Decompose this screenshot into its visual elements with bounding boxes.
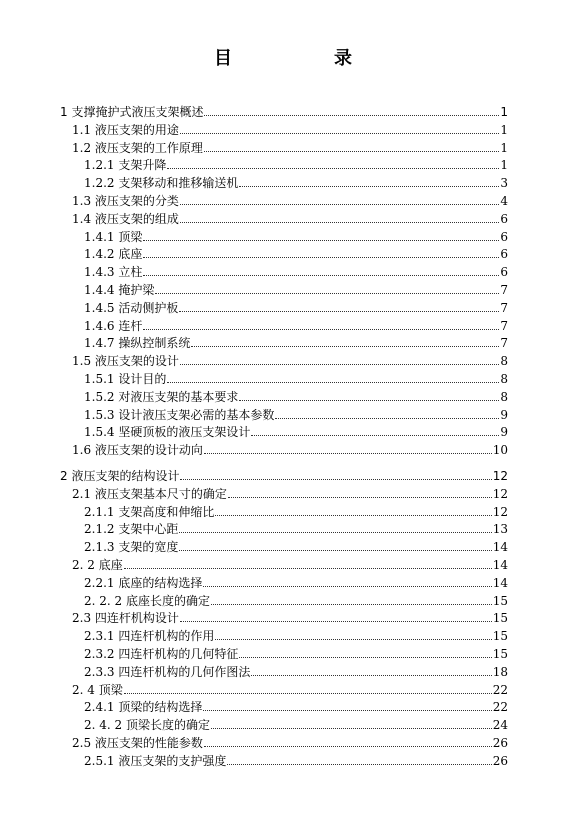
toc-entry (84, 335, 508, 351)
toc-entry (84, 407, 508, 423)
toc-page-number: 18 (492, 664, 508, 679)
toc-page-number: 1 (500, 158, 508, 173)
toc-dot-leader (228, 496, 492, 498)
toc-entry (84, 628, 508, 644)
toc-entry (72, 353, 508, 369)
toc-page-number: 15 (492, 629, 508, 644)
toc-entry (84, 318, 508, 334)
toc-entry-label: 2.3.1 四连杆机构的作用 (84, 629, 215, 644)
toc-entry-label: 1.4.7 操纵控制系统 (84, 336, 191, 351)
toc-page-number: 6 (500, 265, 508, 280)
toc-dot-leader (180, 221, 499, 223)
toc-page-number: 15 (492, 611, 508, 626)
toc-dot-leader (204, 745, 492, 747)
toc-page-number: 6 (500, 247, 508, 262)
toc-entry-label: 1.4.1 顶梁 (84, 229, 143, 244)
toc-dot-leader (124, 692, 492, 694)
toc-dot-leader (204, 150, 499, 152)
toc-entry (84, 504, 508, 520)
toc-dot-leader (251, 434, 499, 436)
toc-page-number: 22 (492, 700, 508, 715)
toc-dot-leader (167, 381, 499, 383)
toc-entry-label: 1.1 液压支架的用途 (72, 122, 179, 137)
toc-page-number: 26 (492, 753, 508, 768)
toc-dot-leader (124, 567, 492, 569)
toc-entry-label: 2.1 液压支架基本尺寸的确定 (72, 486, 227, 501)
toc-entry (84, 539, 508, 555)
toc-entry-label: 2.3 四连杆机构设计 (72, 611, 179, 626)
toc-entry-label: 2.5.1 液压支架的支护强度 (84, 753, 227, 768)
toc-entry (84, 717, 508, 733)
toc-page-number: 14 (492, 575, 508, 590)
toc-entry-label: 2.1.3 支架的宽度 (84, 540, 179, 555)
toc-dot-leader (180, 132, 499, 134)
toc-entry-label: 2.2.1 底座的结构选择 (84, 575, 203, 590)
toc-page-number: 12 (492, 486, 508, 501)
toc-dot-leader (143, 274, 499, 276)
toc-page-number: 6 (500, 229, 508, 244)
toc-page-number: 14 (492, 558, 508, 572)
toc-chapter-entry (60, 468, 508, 484)
toc-dot-leader (211, 603, 492, 605)
toc-page-number: 7 (500, 336, 508, 351)
toc-entry (72, 610, 508, 626)
toc-entry-label: 1.5.2 对液压支架的基本要求 (84, 389, 239, 404)
toc-page-number: 8 (500, 389, 508, 404)
toc-dot-leader (179, 531, 491, 533)
toc-dot-leader (180, 620, 492, 622)
toc-page-number: 7 (500, 283, 508, 297)
toc-page-number: 9 (500, 425, 508, 440)
toc-entry (84, 229, 508, 245)
toc-entry-label: 1.2.1 支架升降 (84, 158, 167, 173)
toc-entry-label: 2.1.1 支架高度和伸缩比 (84, 504, 215, 519)
toc-entry-label: 2 液压支架的结构设计 (60, 469, 180, 483)
toc-page-number: 1 (500, 105, 508, 119)
toc-entry-label: 1.5.4 坚硬顶板的液压支架设计 (84, 425, 251, 440)
toc-page-number: 15 (492, 647, 508, 661)
toc-dot-leader (239, 656, 491, 658)
toc-dot-leader (143, 328, 499, 330)
toc-entry (84, 424, 508, 440)
toc-entry (84, 593, 508, 609)
toc-dot-leader (203, 585, 491, 587)
toc-dot-leader (191, 345, 499, 347)
toc-entry-label: 1.2.2 支架移动和推移输送机 (84, 176, 239, 191)
toc-entry-label: 1.5.3 设计液压支架必需的基本参数 (84, 407, 275, 422)
toc-entry-label: 2.1.2 支架中心距 (84, 522, 179, 537)
toc-entry (72, 682, 508, 698)
toc-dot-leader (239, 399, 499, 401)
toc-dot-leader (167, 167, 499, 169)
toc-dot-leader (143, 256, 499, 258)
toc-entry (72, 193, 508, 209)
toc-page-number: 7 (500, 300, 508, 315)
toc-entry (72, 735, 508, 751)
toc-page-number: 22 (492, 682, 508, 697)
toc-dot-leader (239, 185, 499, 187)
toc-dot-leader (179, 549, 491, 551)
toc-entry-label: 1.4.2 底座 (84, 247, 143, 262)
toc-entry (72, 211, 508, 227)
toc-chapter-entry (60, 104, 508, 120)
toc-entry-label: 2.5 液压支架的性能参数 (72, 736, 203, 750)
toc-entry-label: 2. 2. 2 底座长度的确定 (84, 593, 210, 608)
toc-dot-leader (251, 674, 491, 676)
toc-dot-leader (204, 114, 499, 116)
toc-entry-label: 2.3.3 四连杆机构的几何作图法 (84, 664, 251, 679)
toc-page-number: 12 (492, 469, 508, 483)
toc-page-number: 10 (492, 443, 508, 458)
toc-dot-leader (143, 239, 499, 241)
toc-entry (84, 371, 508, 387)
toc-entry (84, 664, 508, 680)
toc-entry (72, 122, 508, 138)
toc-entry (84, 175, 508, 191)
toc-dot-leader (275, 417, 499, 419)
toc-entry-label: 1.4.3 立柱 (84, 265, 143, 280)
toc-page-number: 1 (500, 140, 508, 155)
toc-dot-leader (203, 709, 491, 711)
toc-entry (84, 646, 508, 662)
toc-entry-label: 1 支撑掩护式液压支架概述 (60, 105, 204, 119)
toc-entry (84, 521, 508, 537)
toc-entry (84, 282, 508, 298)
toc-page-number: 24 (492, 718, 508, 733)
toc-entry-label: 1.2 液压支架的工作原理 (72, 140, 203, 155)
toc-entry-label: 1.6 液压支架的设计动向 (72, 443, 203, 458)
toc-entry-label: 2.3.2 四连杆机构的几何特征 (84, 647, 239, 661)
toc-entry-label: 1.3 液压支架的分类 (72, 194, 179, 208)
toc-page-number: 1 (500, 122, 508, 137)
toc-entry-label: 1.4.6 连杆 (84, 318, 143, 333)
toc-entry-label: 1.5 液压支架的设计 (72, 354, 179, 369)
toc-dot-leader (204, 452, 492, 454)
toc-dot-leader (180, 363, 499, 365)
toc-entry (84, 300, 508, 316)
toc-entry (84, 753, 508, 769)
toc-page-number: 15 (492, 593, 508, 608)
toc-page-number: 4 (500, 194, 508, 208)
toc-page-number: 13 (492, 522, 508, 537)
toc-page-number: 7 (500, 318, 508, 333)
toc-entry (84, 157, 508, 173)
toc-dot-leader (180, 203, 499, 205)
toc-entry (84, 575, 508, 591)
toc-dot-leader (211, 727, 492, 729)
toc-entry (84, 699, 508, 715)
toc-dot-leader (179, 310, 499, 312)
toc-entry-label: 2. 4. 2 顶梁长度的确定 (84, 718, 210, 733)
toc-entry-label: 1.4.5 活动侧护板 (84, 300, 179, 315)
toc-entry-label: 2. 4 顶梁 (72, 682, 123, 697)
toc-dot-leader (215, 638, 491, 640)
toc-entry-label: 1.4 液压支架的组成 (72, 211, 179, 226)
toc-entry (72, 442, 508, 458)
toc-page-number: 12 (492, 504, 508, 519)
toc-dot-leader (227, 763, 491, 765)
toc-page-number: 9 (500, 407, 508, 422)
page-title: 目 录 (214, 48, 374, 69)
toc-entry-label: 2.4.1 顶梁的结构选择 (84, 700, 203, 715)
toc-entry (72, 486, 508, 502)
toc-entry-label: 1.4.4 掩护梁 (84, 283, 155, 297)
toc-page-number: 6 (500, 211, 508, 226)
toc-page-number: 26 (492, 736, 508, 750)
toc-page-number: 8 (500, 354, 508, 369)
toc-entry (72, 140, 508, 156)
toc-entry (84, 389, 508, 405)
toc-entry (84, 246, 508, 262)
toc-dot-leader (215, 514, 491, 516)
toc-entry (84, 264, 508, 280)
toc-dot-leader (155, 292, 499, 294)
toc-dot-leader (180, 478, 491, 480)
toc-entry (72, 557, 508, 573)
toc-entry-label: 1.5.1 设计目的 (84, 372, 167, 386)
toc-page-number: 8 (500, 372, 508, 386)
toc-entry-label: 2. 2 底座 (72, 558, 123, 572)
toc-page-number: 14 (492, 540, 508, 555)
toc-page-number: 3 (500, 176, 508, 191)
